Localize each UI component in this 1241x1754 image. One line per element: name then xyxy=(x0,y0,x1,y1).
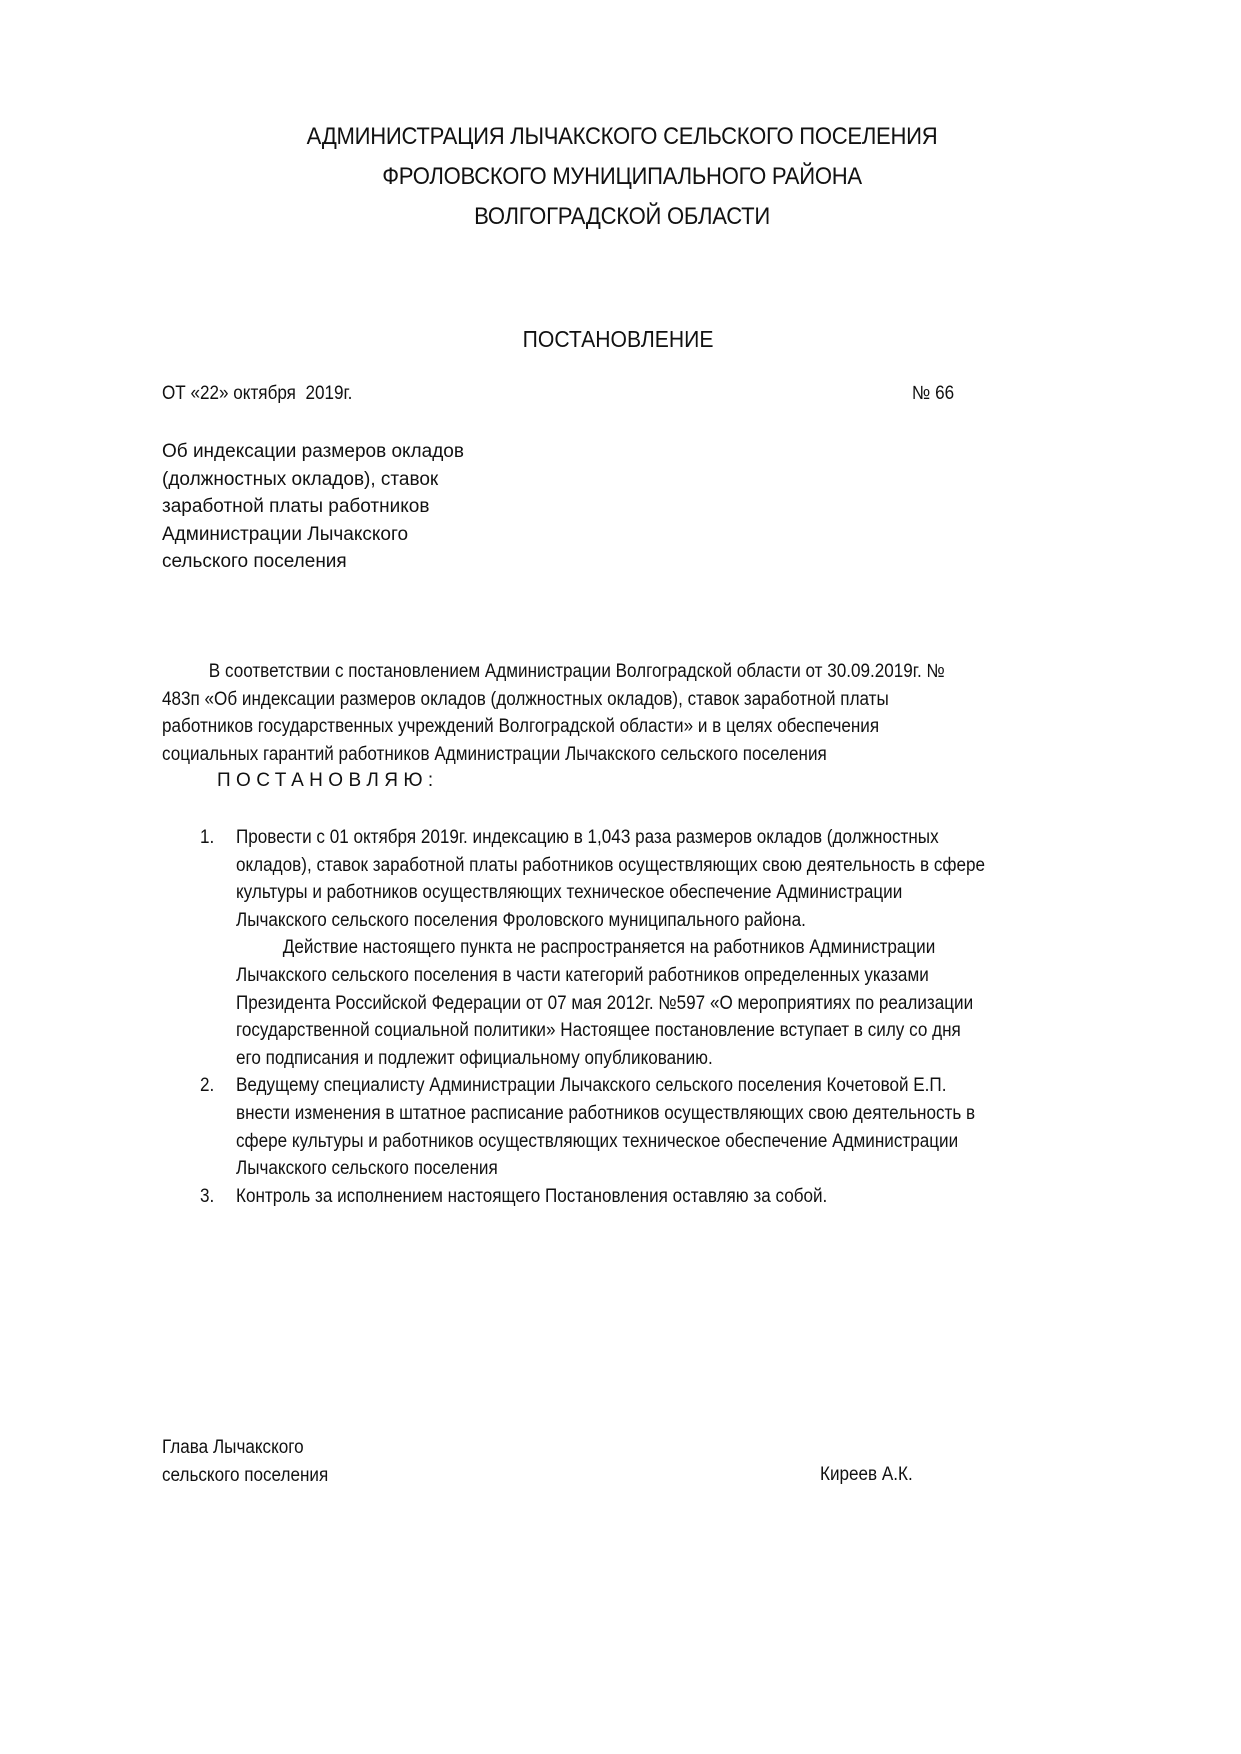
preamble xyxy=(162,658,1044,768)
list-item xyxy=(200,1072,985,1182)
item-line: Ведущему специалисту Администрации Лычакского сельского поселения Кочетовой Е.П. xyxy=(236,1075,947,1097)
item-line: Действие настоящего пункта не распространяется на работников Администрации xyxy=(282,937,936,959)
item-line: Контроль за исполнением настоящего Постановления оставляю за собой. xyxy=(236,1185,828,1207)
document-type-title: ПОСТАНОВЛЕНИЕ xyxy=(522,326,714,352)
subject-line: Об индексации размеров окладов xyxy=(162,441,464,462)
decree-word: ПОСТАНОВЛЯЮ: xyxy=(217,770,439,791)
signatory-position xyxy=(162,1434,328,1489)
resolution-items xyxy=(200,824,985,1210)
issuer-header xyxy=(51,117,1193,237)
signatory-name: Киреев А.К. xyxy=(820,1464,913,1485)
list-item xyxy=(200,1183,985,1211)
item-line: Президента Российской Федерации от 07 мая 2012г. №597 «О мероприятиях по реализации xyxy=(236,992,974,1014)
document-subject xyxy=(162,438,464,576)
item-line: Лычакского сельского поселения в части категорий работников определенных указами xyxy=(236,964,929,986)
list-item xyxy=(200,824,985,1072)
item-line: внести изменения в штатное расписание работников осуществляющих свою деятельность в xyxy=(236,1102,976,1124)
item-line: окладов), ставок заработной платы работников осуществляющих свою деятельность в сфере xyxy=(236,854,985,876)
document-number: № 66 xyxy=(912,383,955,404)
preamble-line: 483п «Об индексации размеров окладов (должностных окладов), ставок заработной платы xyxy=(162,688,889,710)
item-line: Провести с 01 октября 2019г. индексацию в 1,043 раза размеров окладов (должностных xyxy=(236,827,939,848)
item-line: Лычакского сельского поселения xyxy=(236,1158,498,1180)
subject-line: заработной платы работников xyxy=(162,496,430,517)
item-line: сфере культуры и работников осуществляющих техническое обеспечение Администрации xyxy=(236,1130,959,1152)
item-number: 2. xyxy=(200,1075,215,1097)
item-line: государственной социальной политики» Настоящее постановление вступает в силу со дня xyxy=(236,1020,961,1042)
item-line: Лычакского сельского поселения Фроловского муниципального района. xyxy=(236,909,806,931)
item-line: культуры и работников осуществляющих техническое обеспечение Администрации xyxy=(236,882,903,904)
subject-line: сельского поселения xyxy=(162,551,347,572)
item-line: его подписания и подлежит официальному опубликованию. xyxy=(236,1047,713,1069)
header-line: ВОЛГОГРАДСКОЙ ОБЛАСТИ xyxy=(474,203,770,230)
document-date: ОТ «22» октября 2019г. xyxy=(162,383,353,404)
preamble-line: В соответствии с постановлением Администрации Волгоградской области от 30.09.2019г. № xyxy=(208,661,945,682)
header-line: ФРОЛОВСКОГО МУНИЦИПАЛЬНОГО РАЙОНА xyxy=(382,163,862,190)
subject-line: Администрации Лычакского xyxy=(162,523,409,545)
item-number: 1. xyxy=(200,827,215,848)
preamble-line: социальных гарантий работников Администрации Лычакского сельского поселения xyxy=(162,743,827,765)
item-number: 3. xyxy=(200,1185,215,1207)
header-line: АДМИНИСТРАЦИЯ ЛЫЧАКСКОГО СЕЛЬСКОГО ПОСЕЛЕНИЯ xyxy=(306,123,938,150)
position-line: Глава Лычакского xyxy=(162,1437,304,1458)
preamble-line: работников государственных учреждений Волгоградской области» и в целях обеспечения xyxy=(162,716,880,737)
subject-line: (должностных окладов), ставок xyxy=(162,468,439,490)
position-line: сельского поселения xyxy=(162,1464,329,1486)
